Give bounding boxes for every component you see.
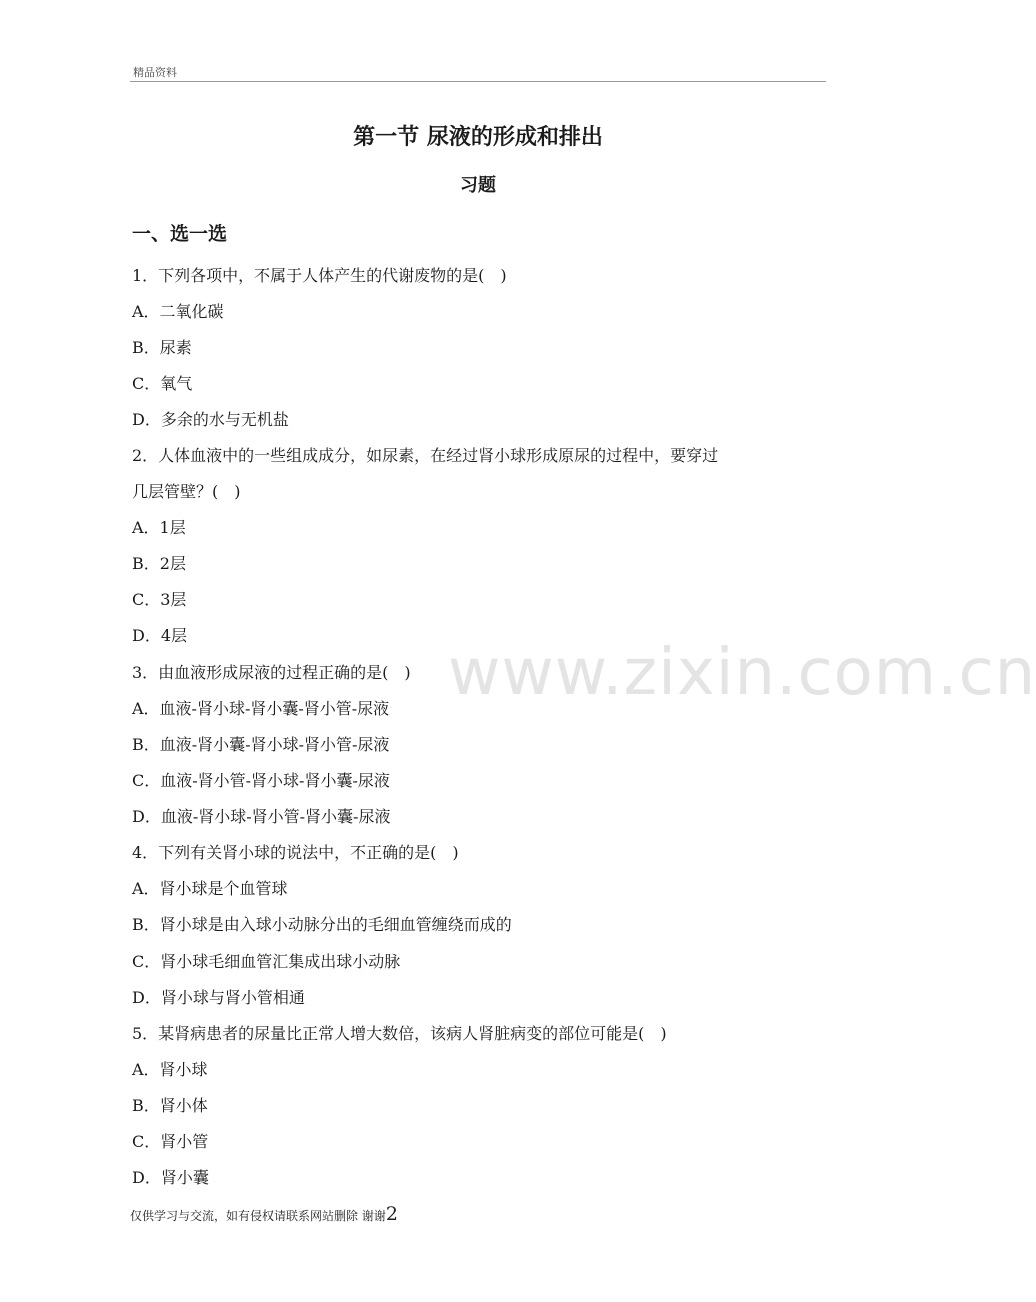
footer-text: 仅供学习与交流，如有侵权请联系网站删除 谢谢 (130, 1209, 386, 1223)
document-title: 第一节 尿液的形成和排出 (353, 125, 603, 150)
question-4-option-b: B．肾小球是由入球小动脉分出的毛细血管缠绕而成的 (132, 915, 512, 934)
question-4-option-a: A．肾小球是个血管球 (132, 879, 288, 898)
question-5-option-a: A．肾小球 (132, 1060, 208, 1079)
question-2-option-b: B．2层 (132, 554, 186, 573)
header-rule (130, 81, 826, 82)
question-2-stem-cont: 几层管壁？( ) (132, 482, 241, 501)
question-3-option-b: B．血液-肾小囊-肾小球-肾小管-尿液 (132, 735, 390, 754)
question-5-option-c: C．肾小管 (132, 1132, 209, 1151)
header-label: 精品资料 (133, 66, 177, 79)
question-3-option-d: D．血液-肾小球-肾小管-肾小囊-尿液 (132, 807, 391, 826)
question-5-option-d: D．肾小囊 (132, 1168, 209, 1187)
question-5-option-b: B．肾小体 (132, 1096, 208, 1115)
question-3-option-a: A．血液-肾小球-肾小囊-肾小管-尿液 (132, 699, 390, 718)
question-2-option-c: C．3层 (132, 590, 187, 609)
question-1-option-c: C．氧气 (132, 374, 193, 393)
question-3-option-c: C．血液-肾小管-肾小球-肾小囊-尿液 (132, 771, 390, 790)
question-3-stem: 3．由血液形成尿液的过程正确的是( ) (132, 663, 411, 682)
watermark: www.zixin.com.cn (448, 636, 1036, 710)
question-4-option-d: D．肾小球与肾小管相通 (132, 988, 305, 1007)
question-2-option-d: D．4层 (132, 626, 188, 645)
question-1-stem: 1．下列各项中，不属于人体产生的代谢废物的是( ) (132, 266, 507, 285)
page-number: 2 (385, 1203, 398, 1225)
document-subtitle: 习题 (460, 175, 496, 196)
question-2-option-a: A．1层 (132, 518, 186, 537)
question-4-option-c: C．肾小球毛细血管汇集成出球小动脉 (132, 952, 401, 971)
question-1-option-b: B．尿素 (132, 338, 192, 357)
question-1-option-a: A．二氧化碳 (132, 302, 224, 321)
question-2-stem: 2．人体血液中的一些组成成分，如尿素，在经过肾小球形成原尿的过程中，要穿过 (132, 446, 719, 465)
section-heading: 一、选一选 (132, 223, 228, 245)
question-5-stem: 5．某肾病患者的尿量比正常人增大数倍，该病人肾脏病变的部位可能是( ) (132, 1024, 667, 1043)
question-4-stem: 4．下列有关肾小球的说法中，不正确的是( ) (132, 843, 459, 862)
footer (130, 1203, 398, 1225)
question-1-option-d: D．多余的水与无机盐 (132, 410, 289, 429)
